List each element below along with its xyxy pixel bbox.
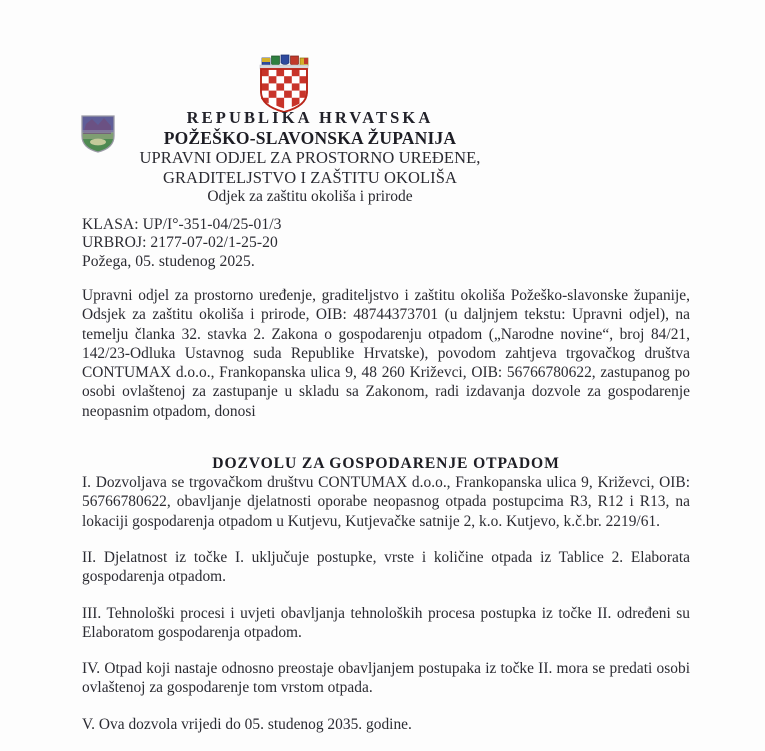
header-line-section: Odjek za zaštitu okoliša i prirode bbox=[207, 188, 413, 205]
header-line-department-1: UPRAVNI ODJEL ZA PROSTORNO UREĐENE, bbox=[139, 148, 481, 167]
page-title: DOZVOLU ZA GOSPODARENJE OTPADOM bbox=[212, 455, 560, 473]
header-text-block bbox=[110, 108, 510, 207]
urbroj-line: URBROJ: 2177-07-02/1-25-20 bbox=[82, 234, 278, 252]
header-line-republic: REPUBLIKA HRVATSKA bbox=[186, 108, 434, 127]
article-ii: II. Djelatnost iz točke I. uključuje postupke, vrste i količine otpada iz Tablice 2. Elaborata gospodarenja otpadom. bbox=[82, 548, 690, 586]
preamble-paragraph: Upravni odjel za prostorno uređenje, graditeljstvo i zaštitu okoliša Požeško-slavonske županije, Odsjek za zaštitu okoliša i prirode, OIB: 48744373701 (u daljnjem tekstu: Upravni odjel), na temelju članka 32. stavka 2. Zakona o gospodarenju otpadom („Narodne novine“, broj 84/21, 142/23-Odluka Ustavnog suda Republike Hrvatske), povodom zahtjeva trgovačkog društva CONTUMAX d.o.o., Frankopanska ulica 9, 48 260 Križevci, OIB: 56766780622, zastupanog po osobi ovlaštenoj za zastupanje u skladu sa Zakonom, radi izdavanja dozvole za gospodarenje neopasnim otpadom, donosi bbox=[82, 287, 690, 420]
header-line-department-2: GRADITELJSTVO I ZAŠTITU OKOLIŠA bbox=[162, 167, 458, 187]
place-date-line: Požega, 05. studenog 2025. bbox=[82, 252, 255, 270]
croatian-coat-of-arms-icon bbox=[255, 52, 313, 114]
article-i: I. Dozvoljava se trgovačkom društvu CONTUMAX d.o.o., Frankopanska ulica 9, Križevci, OIB: 56766780622, obavljanje djelatnosti oporabe neopasnog otpada postupcima R3, R12 i R13, na lokaciji gospodarenja otpadom u Kutjevu, Kutjevačke satnije 2, k.o. Kutjevo, k.č.br. 2219/61. bbox=[82, 474, 690, 530]
article-v: V. Ova dozvola vrijedi do 05. studenog 2035. godine. bbox=[82, 715, 412, 733]
header-line-county: POŽEŠKO-SLAVONSKA ŽUPANIJA bbox=[163, 128, 457, 148]
reference-block bbox=[82, 216, 281, 271]
klasa-line: KLASA: UP/I°-351-04/25-01/3 bbox=[82, 216, 282, 233]
article-iv: IV. Otpad koji nastaje odnosno preostaje obavljanjem postupaka iz točke II. mora se predati osobi ovlaštenoj za gospodarenje tom vrstom otpada. bbox=[82, 660, 690, 697]
article-iii: III. Tehnološki procesi i uvjeti obavljanja tehnoloških procesa postupka iz točke II. određeni su Elaboratom gospodarenja otpadom. bbox=[82, 604, 690, 641]
document-body bbox=[82, 286, 690, 734]
